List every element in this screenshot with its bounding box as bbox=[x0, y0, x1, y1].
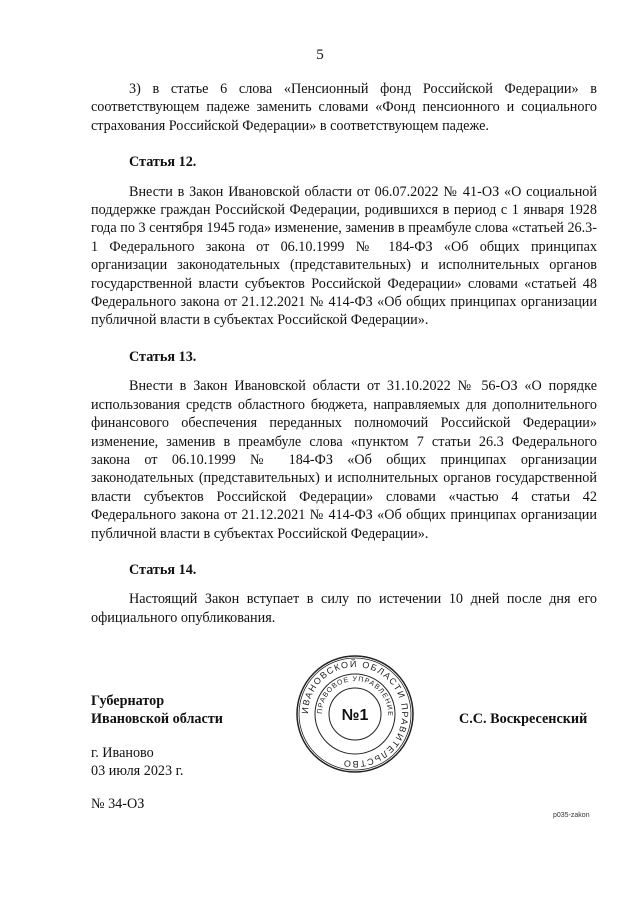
stamp-inner-text: ПРАВОВОЕ УПРАВЛЕНИЕ bbox=[316, 675, 394, 717]
page-number: 5 bbox=[316, 47, 324, 63]
signatory-title-line1: Губернатор bbox=[91, 693, 165, 709]
place-and-date bbox=[91, 744, 183, 781]
law-number: № 34-ОЗ bbox=[91, 796, 145, 812]
article-14-heading: Статья 14. bbox=[129, 561, 197, 578]
signatory-title-line2: Ивановской области bbox=[91, 711, 223, 728]
stamp-seal-icon bbox=[293, 652, 417, 776]
city: г. Иваново bbox=[91, 745, 154, 761]
article-12-heading: Статья 12. bbox=[129, 154, 197, 171]
official-stamp bbox=[293, 652, 417, 776]
article-13-heading: Статья 13. bbox=[129, 348, 197, 365]
stamp-ring-text: ИВАНОВСКОЙ ОБЛАСТИ ПРАВИТЕЛЬСТВО bbox=[299, 658, 411, 770]
signatory-title bbox=[91, 692, 223, 729]
article-14-text: Настоящий Закон вступает в силу по истечении 10 дней после дня его официального опубликования. bbox=[91, 591, 597, 626]
article-13-text: Внести в Закон Ивановской области от 31.10.2022 № 56-ОЗ «О порядке использования средств областного бюджета, направляемых для дополнительного финансового обеспечения переданных полномочий Российской Федерации» изменение, заменив в преамбуле слова «пунктом 7 статьи 26.3 Федерального закона от 06.10.1999 № 184-ФЗ «Об общих принципах организации законодательных (представительных) и исполнительных органов государственной власти субъектов Российской Федерации» словами «частью 4 статьи 42 Федерального закона от 21.12.2021 № 414-ФЗ «Об общих принципах организации публичной власти в субъектах Российской Федерации». bbox=[91, 378, 597, 542]
article-12-text: Внести в Закон Ивановской области от 06.07.2022 № 41-ОЗ «О социальной поддержке граждан Российской Федерации, родившихся в период с 1 января 1928 года по 3 сентября 1945 года» изменение, заменив в преамбуле слова «статьей 26.3-1 Федерального закона от 06.10.1999 № 184-ФЗ «Об общих принципах организации законодательных (представительных) и исполнительных органов государственной власти субъектов Российской Федерации» словами «статьей 48 Федерального закона от 21.12.2021 № 414-ФЗ «Об общих принципах организации публичной власти в субъектах Российской Федерации». bbox=[91, 183, 597, 329]
document-body bbox=[91, 80, 597, 627]
intro-paragraph: 3) в статье 6 слова «Пенсионный фонд Российской Федерации» в соответствующем падеже заменить словами «Фонд пенсионного и социального страхования Российской Федерации» в соответствующем падеже. bbox=[91, 81, 597, 134]
footer-code: p035-zakon bbox=[553, 812, 590, 819]
stamp-number: №1 bbox=[341, 707, 369, 724]
signatory-name: С.С. Воскресенский bbox=[459, 711, 588, 727]
signing-date: 03 июля 2023 г. bbox=[91, 763, 184, 780]
